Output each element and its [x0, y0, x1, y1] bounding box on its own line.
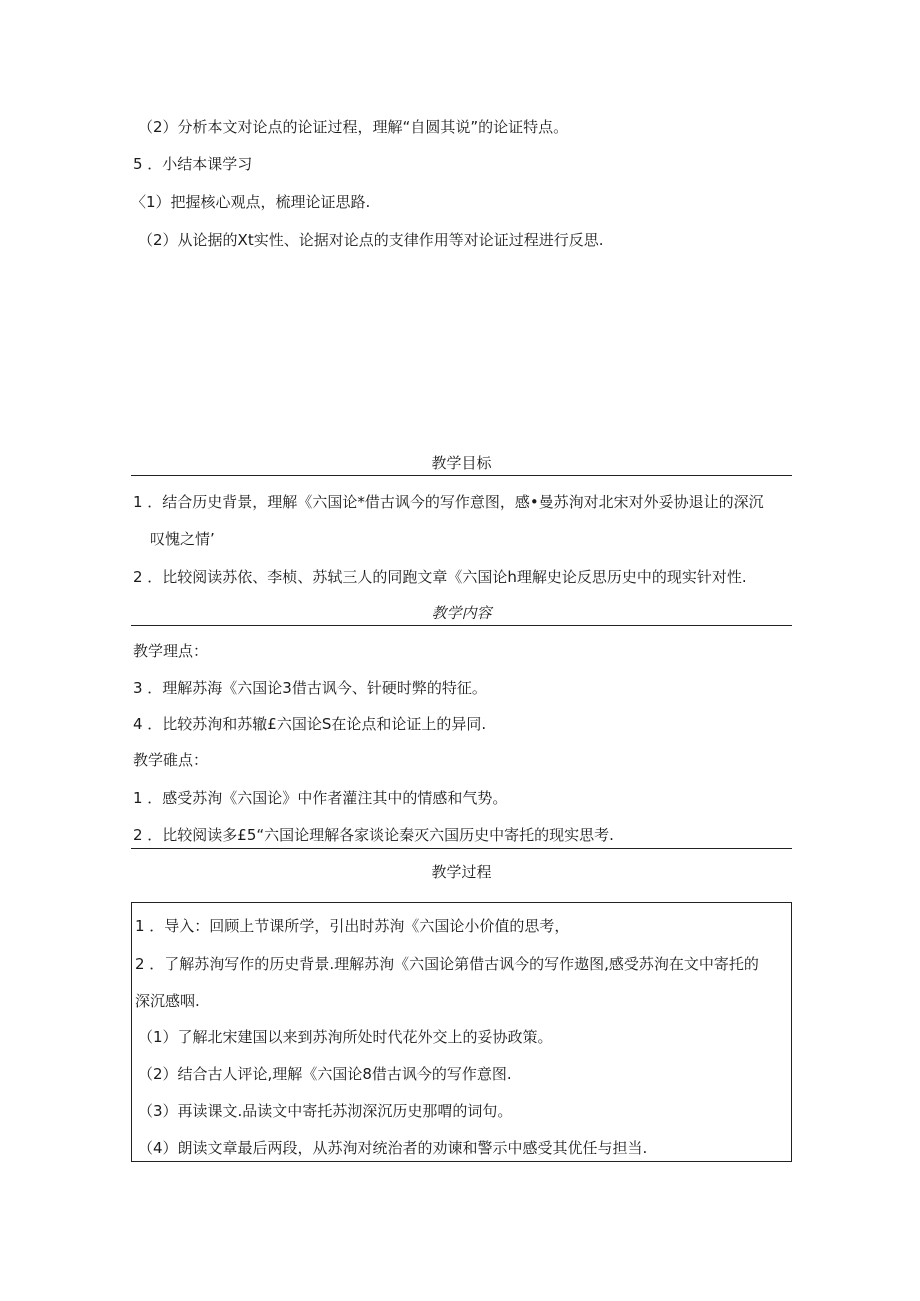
process-heading: 教学过程 [431, 863, 492, 881]
process-line: 1 ．导入：回顾上节课所学，引出时苏洵《六国论小价值的思考， [135, 917, 570, 935]
intro-line: 5 ．小结本课学习 [133, 155, 253, 173]
content-rule [131, 625, 792, 626]
goals-rule [131, 475, 792, 476]
process-line: 2 ．了解苏洵写作的历史背景.理解苏洵《六国论第借古讽今的写作遨图,感受苏洵在文中寄托的 [135, 955, 759, 973]
content-heading: 教学内容 [431, 604, 492, 622]
difficult-points-label: 教学碓点： [133, 751, 209, 769]
process-line: （4）朗读文章最后两段，从苏洵对统治者的劝谏和警示中感受其优任与担当. [138, 1139, 648, 1157]
difficult-point-item: 1 ．感受苏洵《六国论》中作者灌注其中的情感和气势。 [133, 789, 508, 807]
key-points-label: 教学理点： [133, 642, 209, 660]
intro-line: （2）分析本文对论点的论证过程，理解“自圆其说”的论证特点。 [138, 118, 569, 136]
key-point-item: 3 ．理解苏海《六国论3借古讽今、针硬时弊的特征。 [133, 679, 487, 697]
process-line: （2）结合古人评论,理解《六国论8借古讽今的写作意图. [138, 1065, 512, 1083]
process-line: （3）再读课文.品读文中寄托苏沏深沉历史那喟的词句。 [138, 1102, 513, 1120]
process-line: （1）了解北宋建国以来到苏洵所处时代花外交上的妥协政策。 [138, 1028, 553, 1046]
process-line: 深沉感咽. [135, 992, 200, 1010]
goals-heading: 教学目标 [431, 454, 492, 472]
goal-item-1-cont: 叹愧之情’ [150, 530, 215, 548]
difficult-point-item: 2 ．比较阅读多£5“六国论理解各家谈论秦灭六国历史中寄托的现实思考. [133, 826, 614, 844]
intro-line: 〈1）把握核心观点，梳理论证思路. [131, 193, 371, 211]
goal-item-1: 1 ．结合历史背景，理解《六国论*借古讽今的写作意图，感•曼苏洵对北宋对外妥协退让的深沉 [133, 493, 764, 511]
intro-line: （2）从论据的Xt实性、论据对论点的支律作用等对论证过程进行反思. [138, 231, 604, 249]
content-bottom-rule [131, 848, 792, 849]
goal-item-2: 2 ．比较阅读苏依、李桢、苏轼三人的同跑文章《六国论h理解史论反思历史中的现实针对性. [133, 568, 747, 586]
key-point-item: 4 ．比较苏洵和苏辙£六国论S在论点和论证上的异同. [133, 715, 487, 733]
